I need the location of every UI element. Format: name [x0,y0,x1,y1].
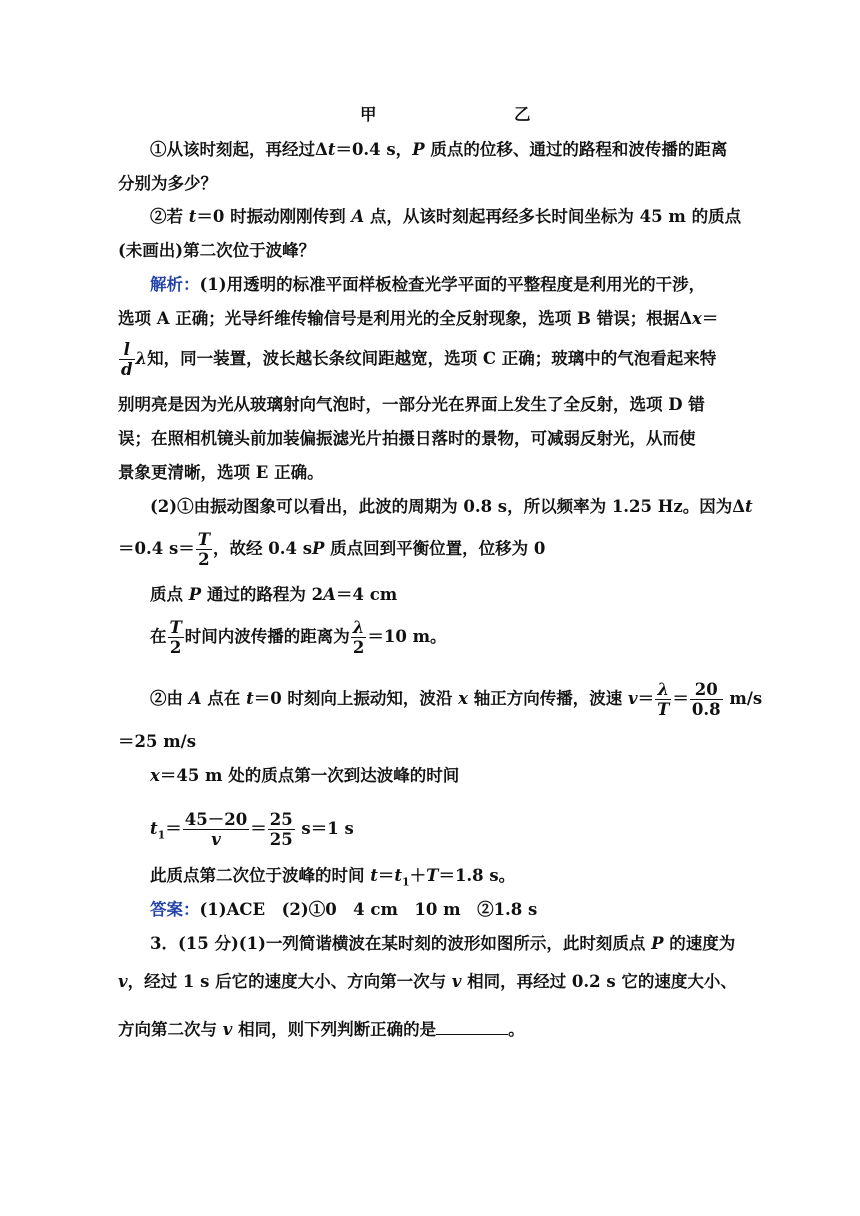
analysis-path-line: 质点 P 通过的路程为 2A＝4 cm [150,585,398,604]
question-1-line-1: ①从该时刻起，再经过Δt＝0.4 s，P 质点的位移、通过的路程和波传播的距离 [150,140,728,159]
question-1-line-2: 分别为多少？ [118,174,217,193]
question-3-line-3: 方向第二次与 v 相同，则下列判断正确的是 。 [118,1020,525,1039]
analysis-time-equation: $t_1=$ $\frac{45-20}{v}$ ＝ $\frac{25}{25}$ s＝1 s [150,810,354,849]
fraction-25-over-25: $\frac{25}{25}$ [269,810,293,849]
question-3-line-1: 3．(15 分)(1)一列简谐横波在某时刻的波形如图所示，此时刻质点 P 的速度为 [150,934,736,953]
question-3-line-2: v，经过 1 s 后它的速度大小、方向第一次与 v 相同，再经过 0.2 s 它的速度大小、 [118,972,737,991]
analysis-speed-line: ②由 A 点在 t＝0 时刻向上振动知，波沿 x 轴正方向传播，波速 v＝ $\frac{\lambda}{T}$ ＝ $\frac{20}{0.8}$ m/s [150,680,763,719]
figure-label-left: 甲 [360,105,377,124]
fraction-l-over-d: $\frac{l}{d}$ [121,340,133,379]
question-2-line-2: (未画出)第二次位于波峰？ [118,241,316,260]
analysis-part2-line-2: ＝0.4 s＝ $\frac{T}{2}$ ，故经 0.4 sP 质点回到平衡位置，位移为 0 [118,530,546,569]
fraction-lambda-over-T: $\frac{\lambda}{T}$ [657,680,670,719]
fraction-25-over-v: $\frac{45-20}{v}$ [184,810,248,849]
analysis-second-crest-line: 此质点第二次位于波峰的时间 $t=t_1+T=1.8$ s。 [150,866,516,889]
fraction-20-over-0.8: $\frac{20}{0.8}$ [691,680,721,719]
answer-blank[interactable] [436,1018,508,1035]
analysis-line-3: $\frac{l}{d}$ λ知，同一装置，波长越长条纹间距越宽，选项 C 正确；玻璃中的气泡看起来特 [121,340,717,379]
analysis-first-crest-line: x＝45 m 处的质点第一次到达波峰的时间 [150,766,460,785]
analysis-line-5: 误；在照相机镜头前加装偏振滤光片拍摄日落时的景物，可减弱反射光，从而使 [118,429,696,448]
analysis-line-4: 别明亮是因为光从玻璃射向气泡时，一部分光在界面上发生了全反射，选项 D 错 [118,395,705,414]
fraction-T-over-2-b: $\frac{T}{2}$ [169,618,182,657]
fraction-T-over-2: $\frac{T}{2}$ [197,530,211,569]
figure-label-right: 乙 [514,105,531,124]
analysis-line-2: 选项 A 正确；光导纤维传输信号是利用光的全反射现象，选项 B 错误；根据Δx＝ [118,309,719,328]
fraction-lambda-over-2: $\frac{\lambda}{2}$ [352,618,365,657]
analysis-line-1: 解析：(1)用透明的标准平面样板检查光学平面的平整程度是利用光的干涉， [150,275,706,294]
analysis-distance-line: 在 $\frac{T}{2}$ 时间内波传播的距离为 $\frac{\lambda}{2}$ ＝10 m。 [150,618,447,657]
analysis-part2-line-1: (2)①由振动图象可以看出，此波的周期为 0.8 s，所以频率为 1.25 Hz。因为Δt [150,497,753,516]
answer-line: 答案：(1)ACE (2)①0 4 cm 10 m ②1.8 s [150,900,538,919]
analysis-line-6: 景象更清晰，选项 E 正确。 [118,463,324,482]
question-2-line-1: ②若 t＝0 时振动刚刚传到 A 点，从该时刻起再经多长时间坐标为 45 m 的质点 [150,207,742,226]
answer-label: 答案： [150,900,200,919]
analysis-speed-result: ＝25 m/s [118,732,196,751]
analysis-label: 解析： [150,275,200,294]
